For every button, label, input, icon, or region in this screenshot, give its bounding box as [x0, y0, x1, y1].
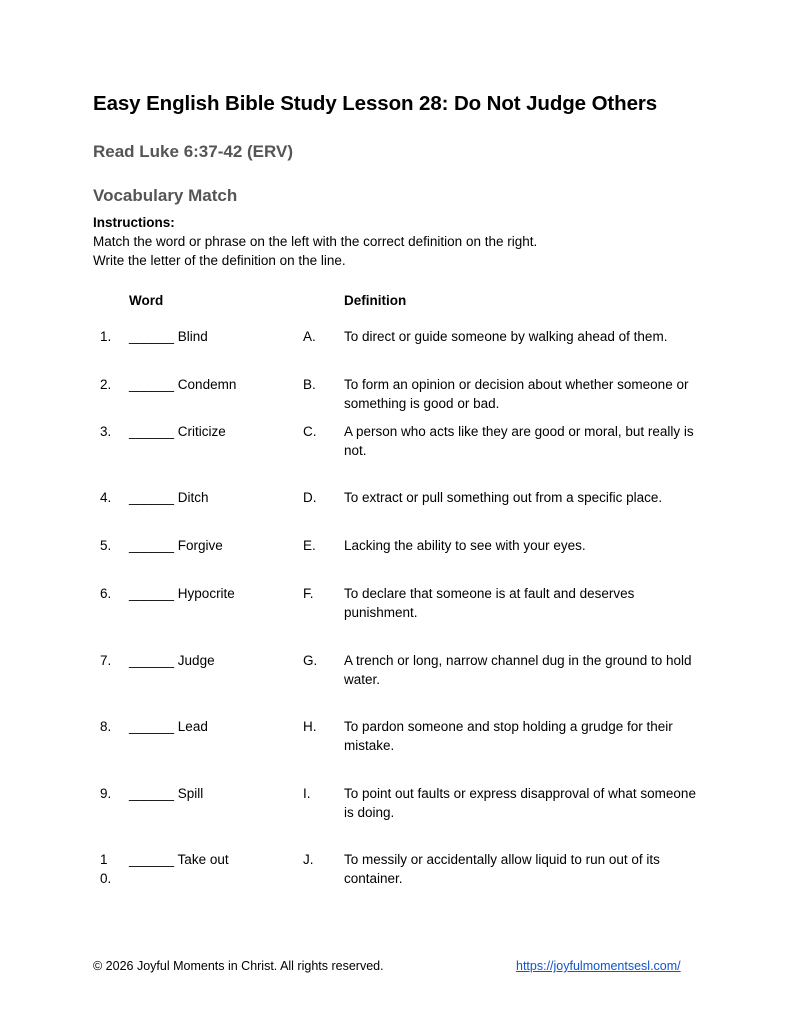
definition-text: A trench or long, narrow channel dug in the ground to hold water. [344, 653, 692, 687]
instructions-line: Match the word or phrase on the left with the correct definition on the right. [93, 234, 538, 249]
word-blank[interactable]: ______ Spill [129, 786, 204, 801]
definition-letter: I. [303, 786, 311, 801]
definition-column-header: Definition [344, 293, 407, 308]
reading-reference: Read Luke 6:37-42 (ERV) [93, 142, 293, 161]
word-blank[interactable]: ______ Take out [129, 852, 229, 867]
word-blank[interactable]: ______ Criticize [129, 424, 226, 439]
definition-text: To direct or guide someone by walking ahead of them. [344, 329, 668, 344]
page-title: Easy English Bible Study Lesson 28: Do Not Judge Others [93, 92, 658, 115]
item-number: 1. [100, 329, 112, 344]
item-number: 6. [100, 586, 112, 601]
word-blank[interactable]: ______ Condemn [129, 377, 237, 392]
item-number: 10. [100, 852, 112, 886]
definition-text: To messily or accidentally allow liquid to run out of its container. [344, 852, 660, 886]
definition-text: To extract or pull something out from a specific place. [344, 490, 663, 505]
word-blank[interactable]: ______ Judge [129, 653, 215, 668]
definition-letter: A. [303, 329, 316, 344]
item-number: 2. [100, 377, 112, 392]
word-blank[interactable]: ______ Forgive [129, 538, 223, 553]
section-title: Vocabulary Match [93, 186, 238, 205]
website-link[interactable]: https://joyfulmomentsesl.com/ [516, 959, 681, 973]
definition-letter: B. [303, 377, 316, 392]
word-blank[interactable]: ______ Blind [129, 329, 208, 344]
definition-text: To declare that someone is at fault and deserves punishment. [344, 586, 635, 620]
word-blank[interactable]: ______ Hypocrite [129, 586, 235, 601]
definition-text: Lacking the ability to see with your eyes. [344, 538, 586, 553]
definition-text: To point out faults or express disapproval of what someone is doing. [344, 786, 696, 820]
item-number: 5. [100, 538, 112, 553]
definition-text: To pardon someone and stop holding a grudge for their mistake. [344, 719, 673, 753]
instructions-line: Write the letter of the definition on the line. [93, 253, 346, 268]
definition-letter: H. [303, 719, 317, 734]
item-number: 3. [100, 424, 112, 439]
definition-letter: G. [303, 653, 318, 668]
item-number: 7. [100, 653, 112, 668]
item-number: 8. [100, 719, 112, 734]
word-blank[interactable]: ______ Lead [129, 719, 208, 734]
definition-letter: J. [303, 852, 314, 867]
definition-text: A person who acts like they are good or moral, but really is not. [344, 424, 694, 458]
instructions-heading: Instructions: [93, 215, 175, 230]
definition-letter: D. [303, 490, 317, 505]
definition-letter: C. [303, 424, 317, 439]
item-number: 4. [100, 490, 112, 505]
word-blank[interactable]: ______ Ditch [129, 490, 209, 505]
definition-letter: E. [303, 538, 316, 553]
definition-letter: F. [303, 586, 314, 601]
definition-text: To form an opinion or decision about whether someone or something is good or bad. [344, 377, 689, 411]
copyright-notice: © 2026 Joyful Moments in Christ. All rights reserved. [93, 959, 384, 973]
item-number: 9. [100, 786, 112, 801]
word-column-header: Word [129, 293, 164, 308]
